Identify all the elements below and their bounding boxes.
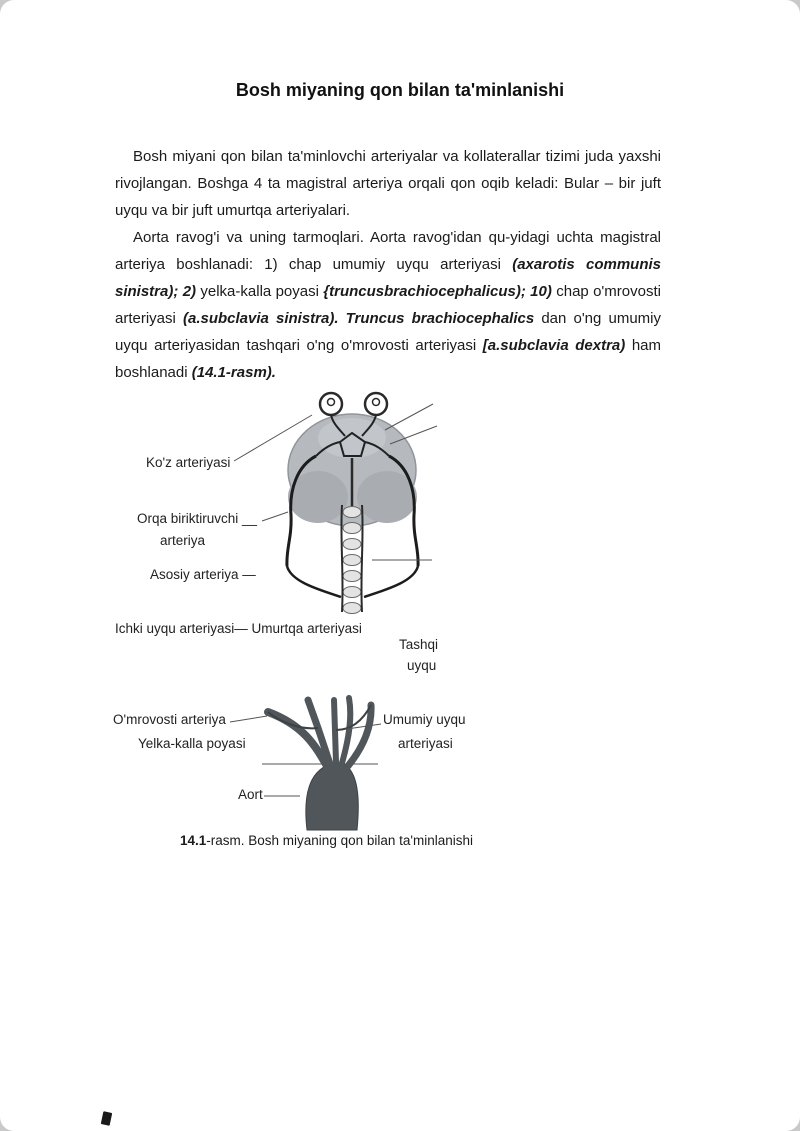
label-umumiy-arteriyasi: arteriyasi [398,736,453,751]
label-tashqi-uyqu: uyqu [407,658,437,673]
paragraph-segment: (a.subclavia sinistra). Truncus brachiocephalics [182,310,535,327]
brain-shape [288,414,416,526]
paragraph-2 [115,224,661,386]
page-corner-mark [101,1111,113,1126]
common-carotid-artery-2 [342,698,350,763]
body-text [115,143,661,386]
paragraph-segment: [a.subclavia dextra) [482,337,626,354]
pointer-line [347,724,381,729]
label-umumiy-uyqu: Umumiy uyqu [383,712,466,727]
page-title: Bosh miyaning qon bilan ta'minlanishi [235,80,565,100]
circle-of-willis [340,433,365,456]
brain-illustration [287,393,418,614]
right-posterior-communicating [365,442,389,456]
figure-caption [180,833,473,848]
right-internal-carotid [389,456,418,566]
label-omrovosti: O'mrovosti arteriya [113,712,226,727]
vertebra [343,539,361,550]
left-eye-pupil [328,399,335,406]
figure-caption-number: 14.1 [180,833,207,848]
aorta-pointer-lines [230,716,381,796]
paragraph-segment: (14.1-rasm). [191,364,276,381]
vertebra [343,555,361,566]
left-ophthalmic-artery [331,415,345,436]
label-orqa-arteriya: arteriya [160,533,206,548]
paragraph-segment: yelka-kalla poyasi [196,283,324,300]
right-eye [365,393,387,415]
brachiocephalic-trunk [308,700,330,764]
left-carotid-lower [287,566,341,597]
label-yelka-kalla: Yelka-kalla poyasi [138,736,246,751]
right-ophthalmic-artery [362,415,376,436]
brain-pointer-lines [234,404,437,560]
vertebra [343,523,361,534]
paragraph-segment: chap o'mrovosti arteriyasi [115,283,661,327]
brain-right-lobe [357,471,417,523]
label-ichki-umurtqa: Ichki uyqu arteriyasi— Umurtqa arteriyasi [115,621,362,636]
pointer-line [262,512,288,521]
paragraph-segment: (axarotis communis sinistra); 2) [115,256,661,300]
right-vertebral-artery [361,505,362,612]
left-internal-carotid [287,456,316,566]
right-carotid-lower [364,566,418,597]
vertebra [343,587,361,598]
pointer-line [390,426,437,444]
left-vertebral-artery [341,505,342,612]
paragraph-segment: Aorta ravog'i va uning tarmoqlari. Aorta ravog'idan qu-yidagi uchta magistral arteriya boshlanadi: 1) chap umumiy uyqu arteriyasi [115,229,661,273]
label-asosiy-arteriya: Asosiy arteriya — [150,567,256,582]
label-aort: Aort [238,787,263,802]
common-carotid-artery [334,700,336,762]
left-eye [320,393,342,415]
figure-caption-text: -rasm. Bosh miyaning qon bilan ta'minlanishi [206,833,473,848]
pointer-line [385,404,433,430]
vertebra [343,603,361,614]
pointer-line [230,716,267,722]
left-posterior-communicating [316,442,340,456]
vertebra [343,571,361,582]
thin-vessel [268,712,318,728]
pointer-line [234,415,312,461]
left-subclavian-artery [268,712,327,766]
aorta-illustration [268,698,371,830]
paragraph-1: Bosh miyani qon bilan ta'minlovchi arteriyalar va kollaterallar tizimi juda yaxshi rivojlangan. Boshga 4 ta magistral arteriya orqali qon oqib keladi: Bular – bir juft uyqu va bir juft umurtqa arteriyalari. [115,148,661,219]
vertebra [343,507,361,518]
thin-vessel [336,705,371,730]
right-subclavian-artery [348,705,371,766]
label-orqa-biriktiruvchi: Orqa biriktiruvchi __ [137,511,258,526]
label-tashqi: Tashqi [399,637,439,652]
brain-frontal-area [318,418,386,458]
right-eye-pupil [373,399,380,406]
paragraph-segment: ham boshlanadi [115,337,661,381]
brain-left-lobe [288,471,348,523]
label-koz-arteriyasi: Ko'z arteriyasi [146,455,231,470]
paragraph-segment: dan o'ng umumiy uyqu arteriyasidan tashqari o'ng o'mrovosti arteriyasi [115,310,661,354]
aortic-arch [306,763,358,830]
paragraph-segment: {truncusbrachiocephalicus); 10) [323,283,552,300]
